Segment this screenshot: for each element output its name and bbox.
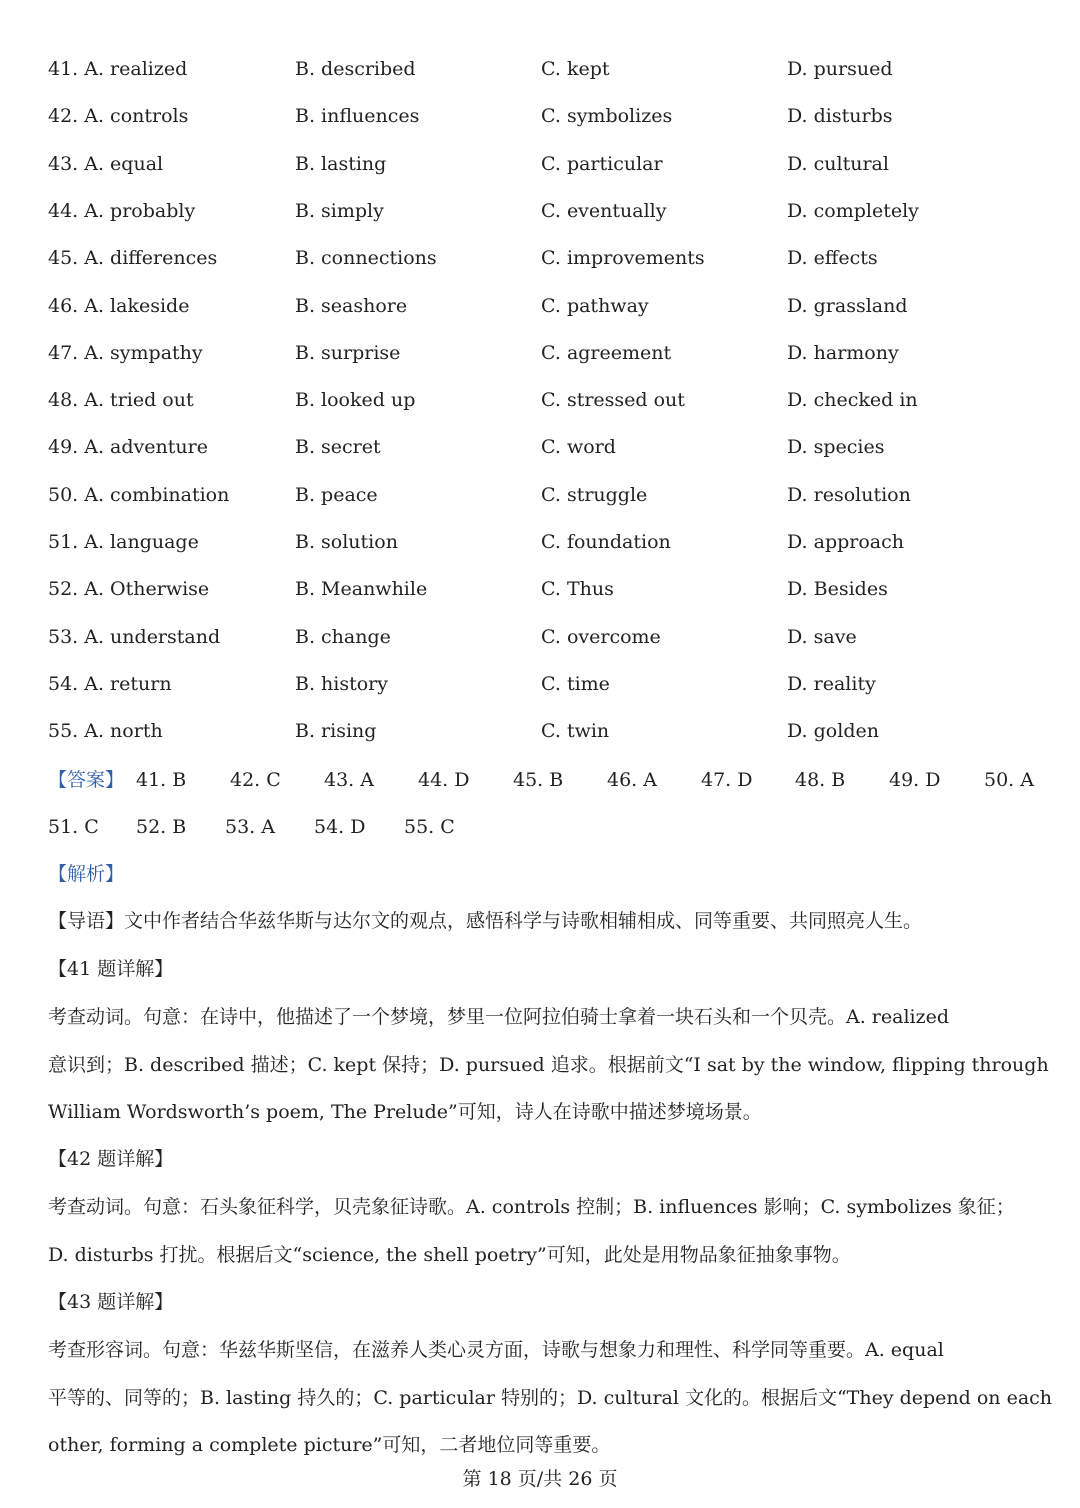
option-a: 50. A. combination	[48, 484, 230, 506]
option-d: D. save	[787, 626, 857, 648]
option-b: B. surprise	[295, 342, 401, 364]
answer-item: 43. A	[324, 769, 374, 791]
option-d: D. disturbs	[787, 105, 893, 127]
option-a: 48. A. tried out	[48, 389, 194, 411]
answers-row-1	[0, 765, 1080, 795]
q42-line: 考查动词。句意：石头象征科学，贝壳象征诗歌。A. controls 控制；B. influences 影响；C. symbolizes 象征；	[48, 1196, 1015, 1218]
option-a: 41. A. realized	[48, 58, 188, 80]
question-row	[0, 291, 1080, 321]
option-c: C. agreement	[541, 342, 672, 364]
option-b: B. change	[295, 626, 391, 648]
option-b: B. Meanwhile	[295, 578, 428, 600]
question-row	[0, 338, 1080, 368]
answer-item: 52. B	[136, 816, 187, 838]
option-d: D. grassland	[787, 295, 908, 317]
answer-item: 54. D	[314, 816, 366, 838]
option-d: D. approach	[787, 531, 905, 553]
option-b: B. seashore	[295, 295, 408, 317]
answer-item: 49. D	[889, 769, 941, 791]
option-b: B. peace	[295, 484, 378, 506]
question-row	[0, 54, 1080, 84]
option-d: D. reality	[787, 673, 876, 695]
answer-item: 55. C	[404, 816, 455, 838]
question-row	[0, 716, 1080, 746]
option-a: 51. A. language	[48, 531, 199, 553]
option-d: D. effects	[787, 247, 878, 269]
option-d: D. pursued	[787, 58, 893, 80]
q43-line: 平等的、同等的；B. lasting 持久的；C. particular 特别的；D. cultural 文化的。根据后文“They depend on each	[48, 1387, 1053, 1409]
analysis-label: 【解析】	[48, 863, 125, 885]
option-d: D. harmony	[787, 342, 899, 364]
option-b: B. influences	[295, 105, 420, 127]
q42-line: D. disturbs 打扰。根据后文“science, the shell poetry”可知，此处是用物品象征抽象事物。	[48, 1244, 851, 1266]
option-a: 55. A. north	[48, 720, 163, 742]
answer-item: 45. B	[513, 769, 564, 791]
option-b: B. secret	[295, 436, 381, 458]
option-d: D. resolution	[787, 484, 911, 506]
option-b: B. solution	[295, 531, 398, 553]
option-a: 42. A. controls	[48, 105, 189, 127]
question-row	[0, 432, 1080, 462]
option-a: 44. A. probably	[48, 200, 196, 222]
option-c: C. particular	[541, 153, 663, 175]
q41-line: 考查动词。句意：在诗中，他描述了一个梦境，梦里一位阿拉伯骑士拿着一块石头和一个贝壳。A. realized	[48, 1006, 950, 1028]
answer-item: 53. A	[225, 816, 275, 838]
answer-item: 44. D	[418, 769, 470, 791]
option-b: B. rising	[295, 720, 377, 742]
option-a: 43. A. equal	[48, 153, 164, 175]
question-row	[0, 101, 1080, 131]
option-a: 46. A. lakeside	[48, 295, 190, 317]
option-c: C. pathway	[541, 295, 649, 317]
option-c: C. improvements	[541, 247, 705, 269]
q41-line: 意识到；B. described 描述；C. kept 保持；D. pursued 追求。根据前文“I sat by the window, flipping through	[48, 1054, 1049, 1076]
option-c: C. eventually	[541, 200, 667, 222]
option-d: D. Besides	[787, 578, 888, 600]
option-b: B. described	[295, 58, 416, 80]
option-c: C. word	[541, 436, 616, 458]
question-row	[0, 622, 1080, 652]
intro-text: 【导语】文中作者结合华兹华斯与达尔文的观点，感悟科学与诗歌相辅相成、同等重要、共同照亮人生。	[48, 910, 923, 932]
option-a: 45. A. differences	[48, 247, 218, 269]
q43-heading: 【43 题详解】	[48, 1291, 174, 1313]
question-row	[0, 574, 1080, 604]
question-row	[0, 243, 1080, 273]
question-row	[0, 480, 1080, 510]
option-c: C. overcome	[541, 626, 661, 648]
q43-line: 考查形容词。句意：华兹华斯坚信，在滋养人类心灵方面，诗歌与想象力和理性、科学同等重要。A. equal	[48, 1339, 944, 1361]
option-b: B. lasting	[295, 153, 387, 175]
q43-line: other, forming a complete picture”可知，二者地位同等重要。	[48, 1434, 611, 1456]
option-b: B. simply	[295, 200, 384, 222]
answer-item: 41. B	[136, 769, 187, 791]
option-c: C. twin	[541, 720, 610, 742]
option-d: D. completely	[787, 200, 919, 222]
option-a: 53. A. understand	[48, 626, 221, 648]
option-c: C. kept	[541, 58, 610, 80]
answer-item: 42. C	[230, 769, 281, 791]
answer-item: 50. A	[984, 769, 1034, 791]
answer-item: 46. A	[607, 769, 657, 791]
option-c: C. Thus	[541, 578, 614, 600]
q41-heading: 【41 题详解】	[48, 958, 174, 980]
option-d: D. golden	[787, 720, 879, 742]
option-d: D. cultural	[787, 153, 889, 175]
option-c: C. time	[541, 673, 610, 695]
q41-line: William Wordsworth’s poem, The Prelude”可知，诗人在诗歌中描述梦境场景。	[48, 1101, 762, 1123]
page-footer: 第 18 页/共 26 页	[462, 1468, 618, 1490]
question-row	[0, 149, 1080, 179]
option-a: 49. A. adventure	[48, 436, 208, 458]
answers-row-2	[0, 812, 1080, 842]
option-c: C. struggle	[541, 484, 648, 506]
question-row	[0, 196, 1080, 226]
option-a: 47. A. sympathy	[48, 342, 203, 364]
question-row	[0, 527, 1080, 557]
option-c: C. symbolizes	[541, 105, 673, 127]
q42-heading: 【42 题详解】	[48, 1148, 174, 1170]
option-c: C. stressed out	[541, 389, 685, 411]
option-a: 54. A. return	[48, 673, 172, 695]
option-b: B. history	[295, 673, 388, 695]
option-d: D. checked in	[787, 389, 918, 411]
option-b: B. looked up	[295, 389, 416, 411]
answer-item: 51. C	[48, 816, 99, 838]
question-row	[0, 385, 1080, 415]
answer-label: 【答案】	[48, 769, 125, 791]
option-d: D. species	[787, 436, 885, 458]
answer-item: 47. D	[701, 769, 753, 791]
option-c: C. foundation	[541, 531, 671, 553]
option-a: 52. A. Otherwise	[48, 578, 210, 600]
option-b: B. connections	[295, 247, 437, 269]
answer-item: 48. B	[795, 769, 846, 791]
question-row	[0, 669, 1080, 699]
